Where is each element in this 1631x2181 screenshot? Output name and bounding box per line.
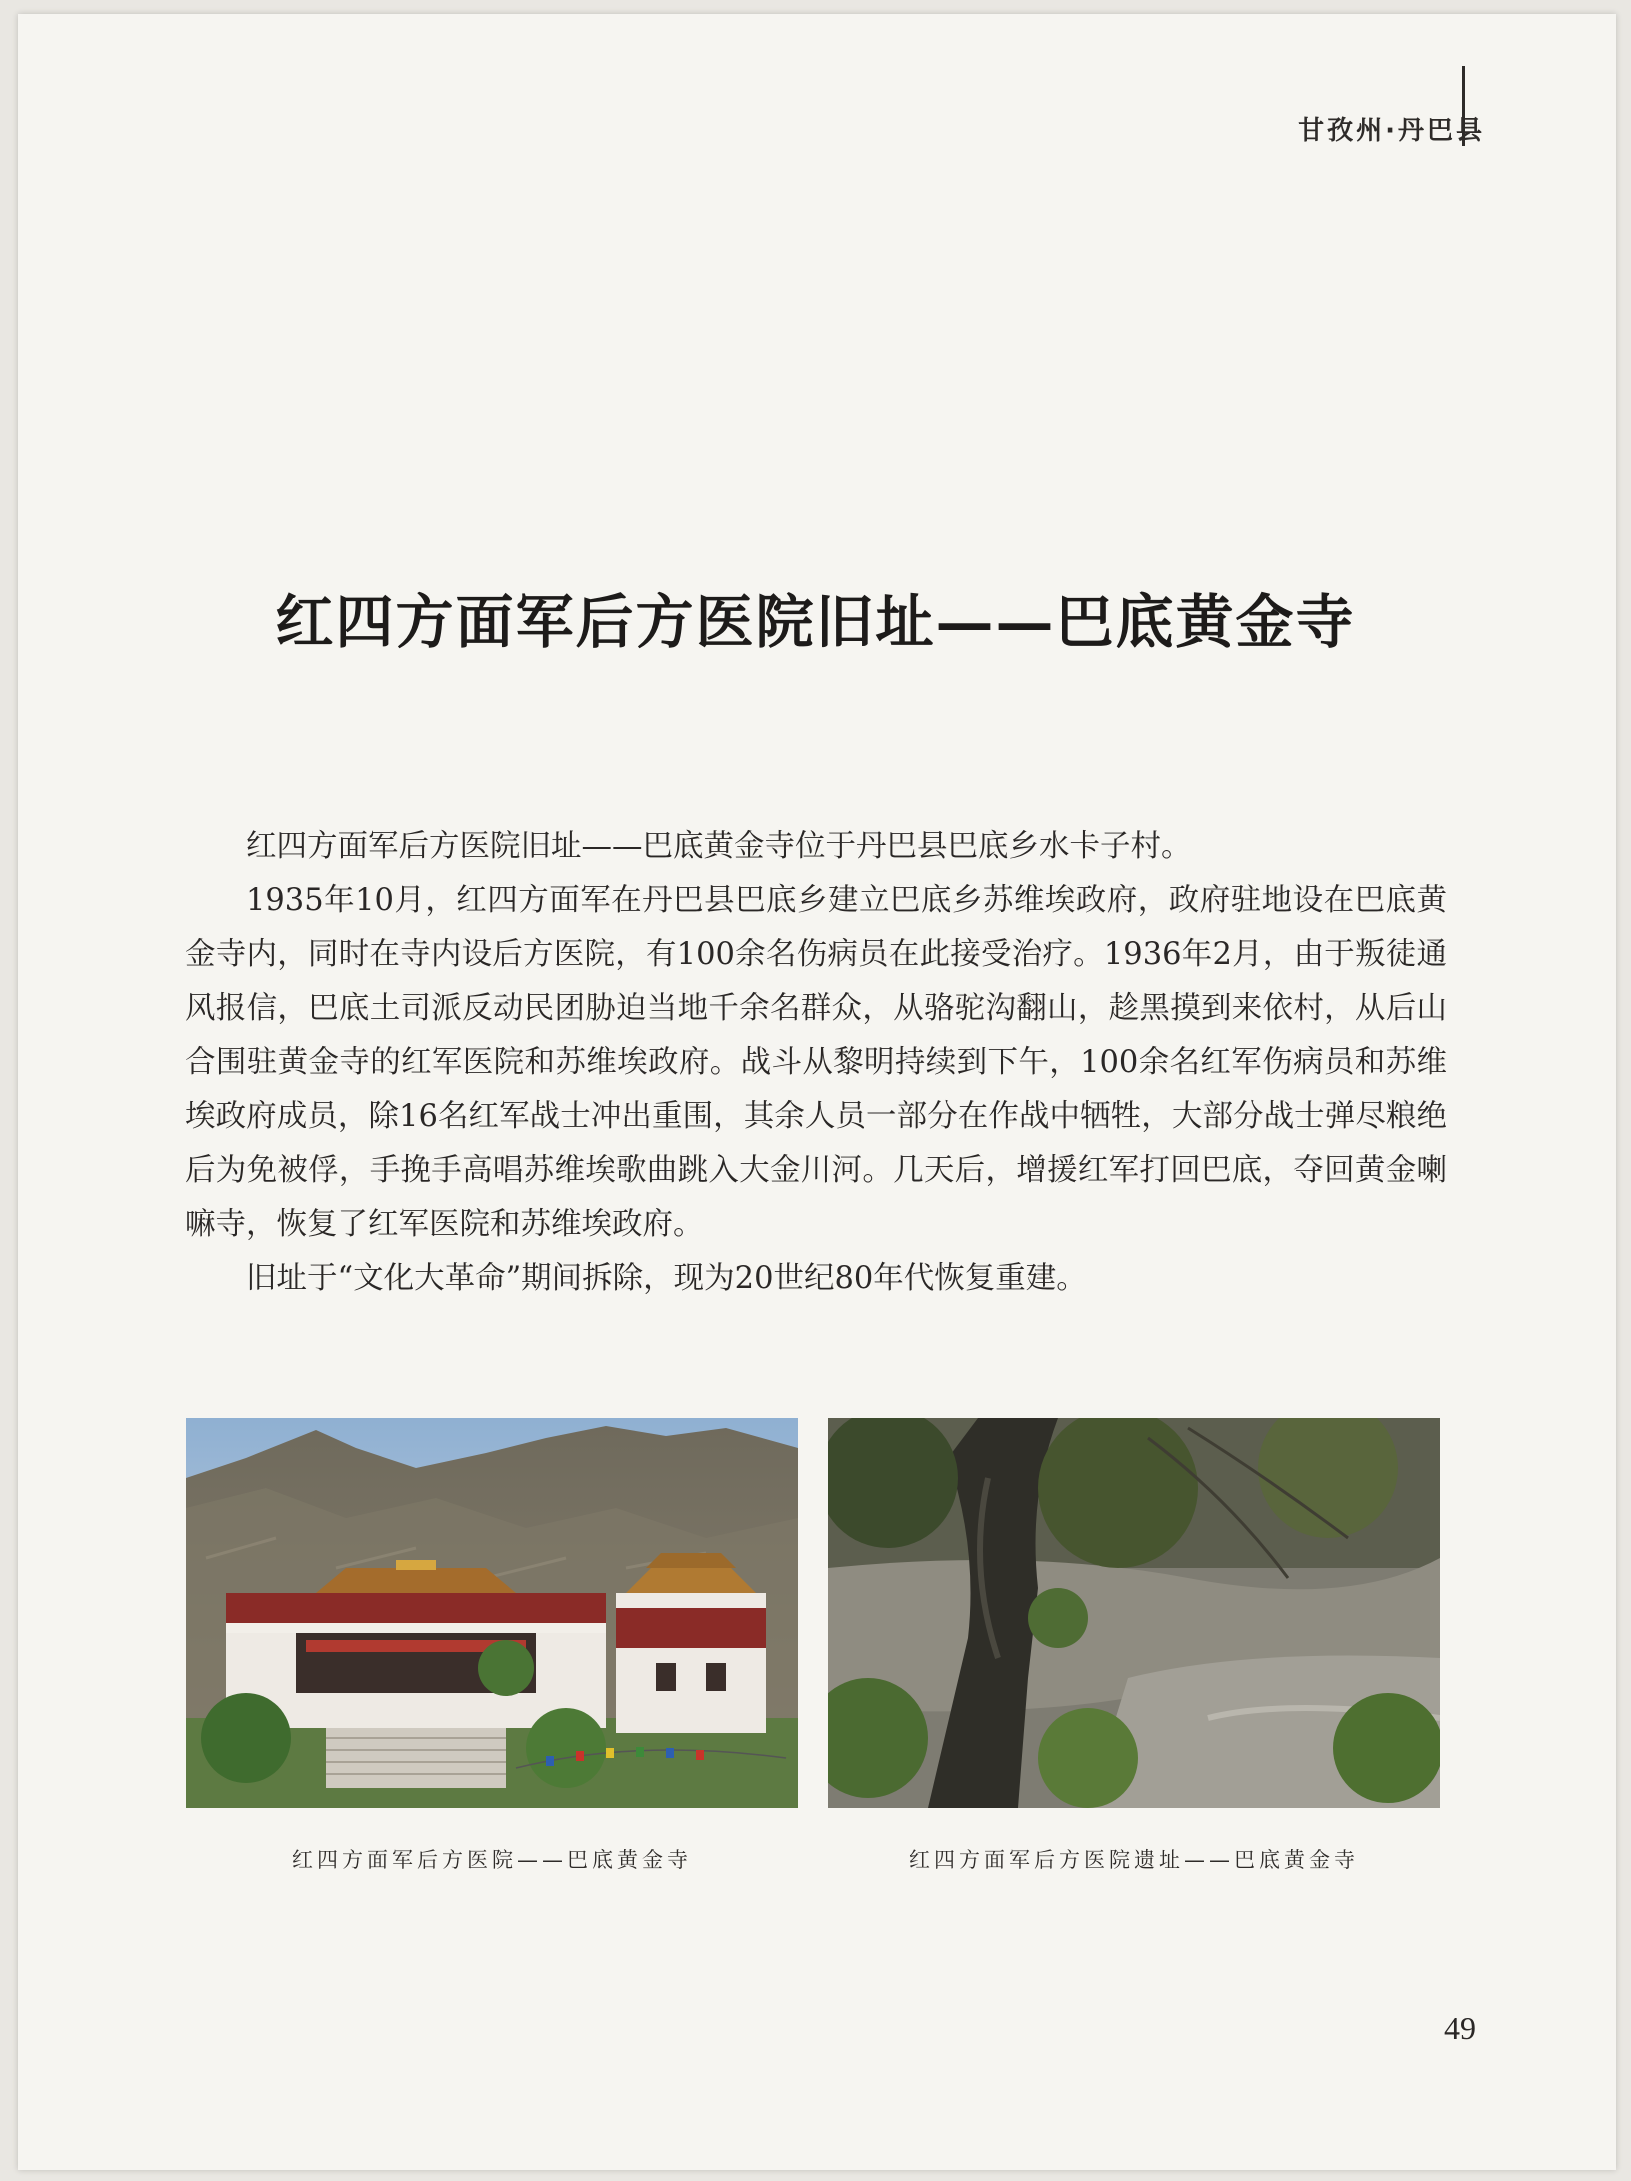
page-number: 49	[1444, 2010, 1476, 2046]
article-title: 红四方面军后方医院旧址——巴底黄金寺	[275, 587, 1356, 656]
ruins-photo	[828, 1418, 1440, 1808]
figure-caption-right: 红四方面军后方医院遗址——巴底黄金寺	[909, 1848, 1359, 1872]
figure-caption-left: 红四方面军后方医院——巴底黄金寺	[292, 1848, 692, 1872]
paragraph-1: 红四方面军后方医院旧址——巴底黄金寺位于丹巴县巴底乡水卡子村。	[246, 829, 1192, 864]
paragraph-2: 1935年10月，红四方面军在丹巴县巴底乡建立巴底乡苏维埃政府，政府驻地设在巴底黄金寺内，同时在寺内设后方医院，有100余名伤病员在此接受治疗。1936年2月，由于叛徒通风报信，巴底土司派反动民团胁迫当地千余名群众，从骆驼沟翻山，趁黑摸到来依村，从后山合围驻黄金寺的红军医院和苏维埃政府。战斗从黎明持续到下午，100余名红军伤病员和苏维埃政府成员，除16名红军战士冲出重围，其余人员一部分在作战中牺牲，大部分战士弹尽粮绝后为免被俘，手挽手高唱苏维埃歌曲跳入大金川河。几天后，增援红军打回巴底，夺回黄金喇嘛寺，恢复了红军医院和苏维埃政府。	[185, 883, 1447, 1242]
article-body	[185, 820, 1447, 1306]
running-head: 甘孜州·丹巴县	[1298, 116, 1485, 146]
paragraph-3: 旧址于“文化大革命”期间拆除，现为20世纪80年代恢复重建。	[246, 1261, 1087, 1296]
temple-photo	[186, 1418, 798, 1808]
